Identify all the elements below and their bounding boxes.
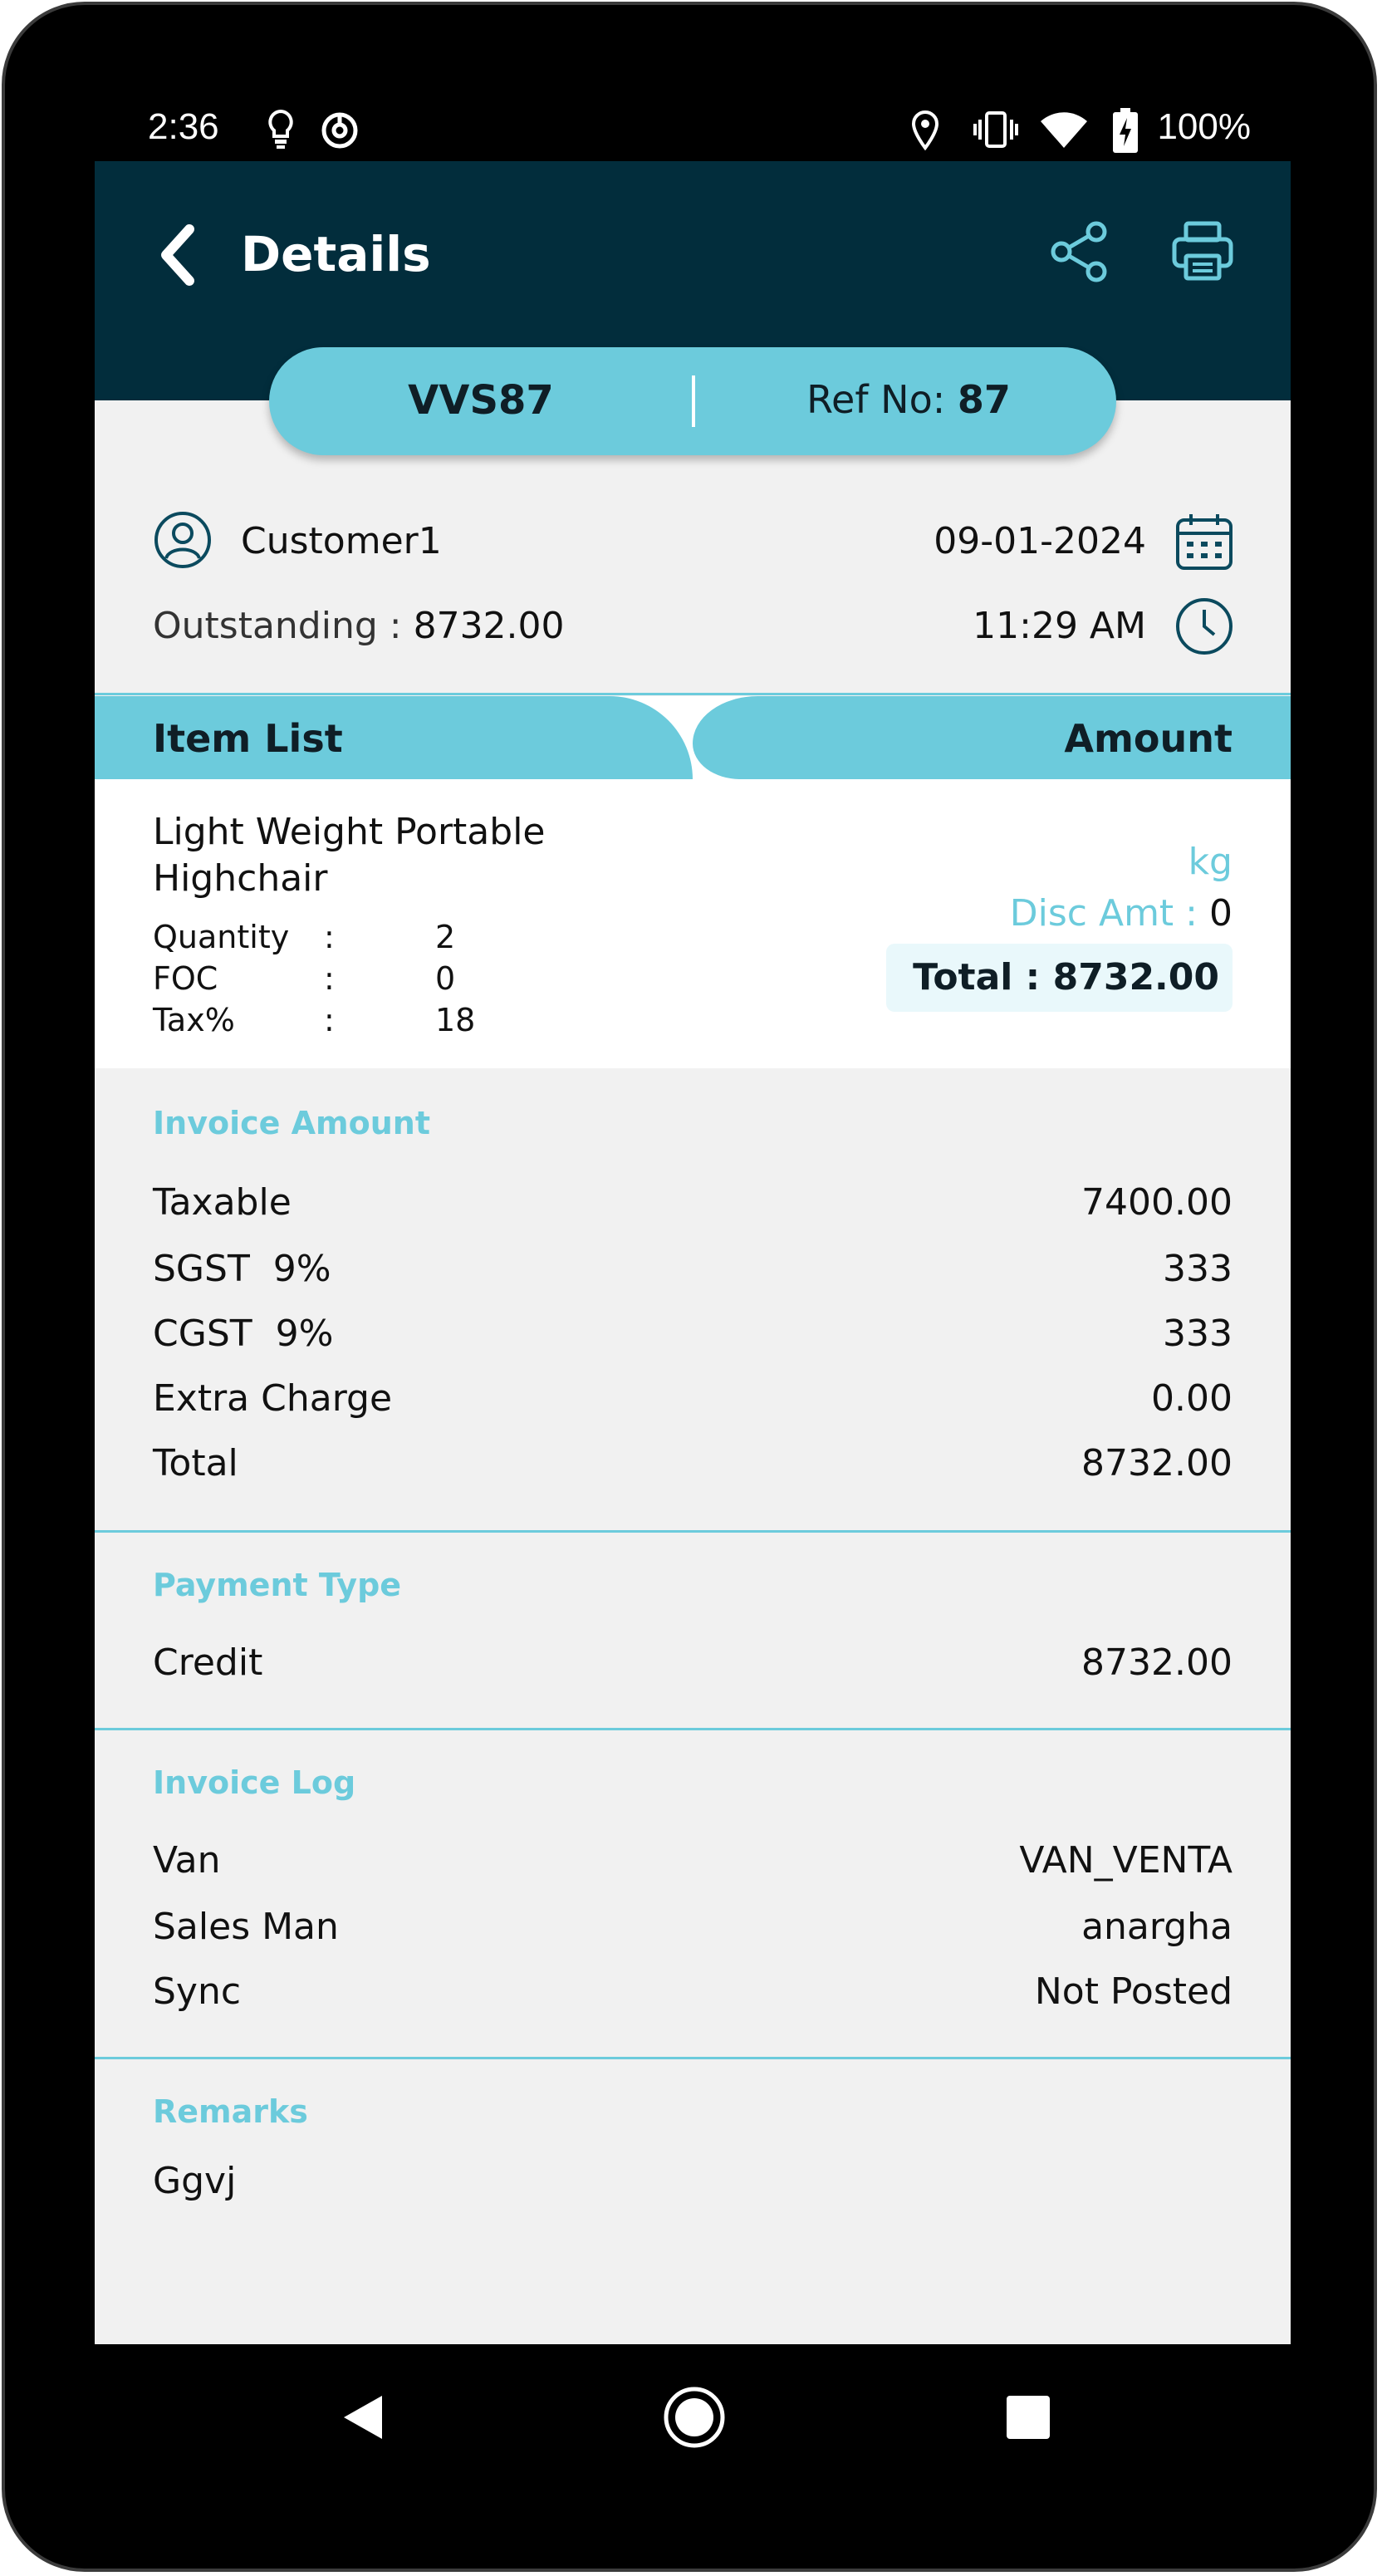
nav-back-icon[interactable] bbox=[341, 2392, 385, 2442]
page-title: Details bbox=[241, 226, 431, 282]
item-name: Light Weight Portable Highchair bbox=[153, 811, 546, 900]
cgst-row: CGST 9% 333 bbox=[153, 1313, 1233, 1355]
nav-recents-icon[interactable] bbox=[1005, 2394, 1051, 2441]
data-saver-icon bbox=[319, 110, 360, 151]
app-screen bbox=[95, 161, 1291, 2344]
wifi-icon bbox=[1038, 110, 1090, 150]
section-title-invoice-log: Invoice Log bbox=[153, 1764, 356, 1801]
sgst-row: SGST 9% 333 bbox=[153, 1248, 1233, 1290]
amount-label: Amount bbox=[1064, 716, 1233, 761]
discount bbox=[1010, 892, 1233, 935]
divider-line bbox=[95, 693, 1291, 695]
calendar-icon bbox=[1174, 512, 1234, 572]
divider-line bbox=[95, 1530, 1291, 1533]
item-list-header bbox=[95, 696, 1291, 779]
invoice-date: 09-01-2024 bbox=[934, 520, 1146, 562]
invoice-code-pill bbox=[269, 347, 1116, 455]
printer-icon[interactable] bbox=[1171, 221, 1234, 281]
invoice-code: VVS87 bbox=[408, 377, 554, 424]
item-list-label: Item List bbox=[153, 716, 343, 761]
divider-line bbox=[95, 1728, 1291, 1730]
section-title-invoice-amount: Invoice Amount bbox=[153, 1105, 431, 1141]
salesman-row: Sales Man anargha bbox=[153, 1906, 1233, 1948]
location-icon bbox=[910, 110, 940, 151]
invoice-total-row: Total 8732.00 bbox=[153, 1442, 1233, 1484]
status-bar bbox=[95, 91, 1291, 166]
invoice-time: 11:29 AM bbox=[973, 605, 1146, 647]
item-unit: kg bbox=[1188, 841, 1233, 883]
payment-row: Credit 8732.00 bbox=[153, 1641, 1233, 1684]
outstanding bbox=[153, 605, 565, 647]
user-icon bbox=[153, 510, 213, 570]
outstanding-label: Outstanding : bbox=[153, 605, 402, 647]
sync-row: Sync Not Posted bbox=[153, 1970, 1233, 2013]
section-title-payment-type: Payment Type bbox=[153, 1567, 402, 1603]
item-total: Total : 8732.00 bbox=[886, 944, 1233, 1012]
taxable-row: Taxable 7400.00 bbox=[153, 1181, 1233, 1224]
lightbulb-icon bbox=[266, 108, 296, 151]
extra-charge-row: Extra Charge 0.00 bbox=[153, 1377, 1233, 1420]
ref-value: 87 bbox=[957, 377, 1011, 422]
battery-icon bbox=[1113, 108, 1138, 153]
section-title-remarks: Remarks bbox=[153, 2093, 308, 2130]
item-tax-row: Tax% : 18 bbox=[153, 1002, 476, 1038]
battery-percent: 100% bbox=[1157, 106, 1251, 147]
vibrate-icon bbox=[973, 111, 1018, 148]
customer-info bbox=[95, 455, 1291, 688]
status-time: 2:36 bbox=[148, 106, 219, 147]
nav-home-icon[interactable] bbox=[663, 2386, 726, 2449]
customer-name: Customer1 bbox=[241, 520, 442, 562]
back-arrow-icon[interactable] bbox=[159, 224, 198, 286]
ref-label: Ref No: bbox=[806, 377, 946, 422]
van-row: Van VAN_VENTA bbox=[153, 1839, 1233, 1882]
ref-number bbox=[701, 377, 1116, 422]
item-foc-row: FOC : 0 bbox=[153, 960, 456, 997]
system-nav-bar bbox=[95, 2344, 1291, 2485]
list-item[interactable] bbox=[95, 779, 1291, 1068]
pill-divider bbox=[692, 375, 695, 427]
disc-label: Disc Amt : bbox=[1009, 892, 1198, 935]
item-quantity-row: Quantity : 2 bbox=[153, 919, 456, 955]
disc-value: 0 bbox=[1209, 892, 1233, 935]
share-icon[interactable] bbox=[1050, 221, 1110, 282]
divider-line bbox=[95, 2057, 1291, 2059]
clock-icon bbox=[1174, 596, 1234, 656]
outstanding-value: 8732.00 bbox=[413, 605, 565, 647]
remarks-text: Ggvj bbox=[153, 2160, 237, 2202]
